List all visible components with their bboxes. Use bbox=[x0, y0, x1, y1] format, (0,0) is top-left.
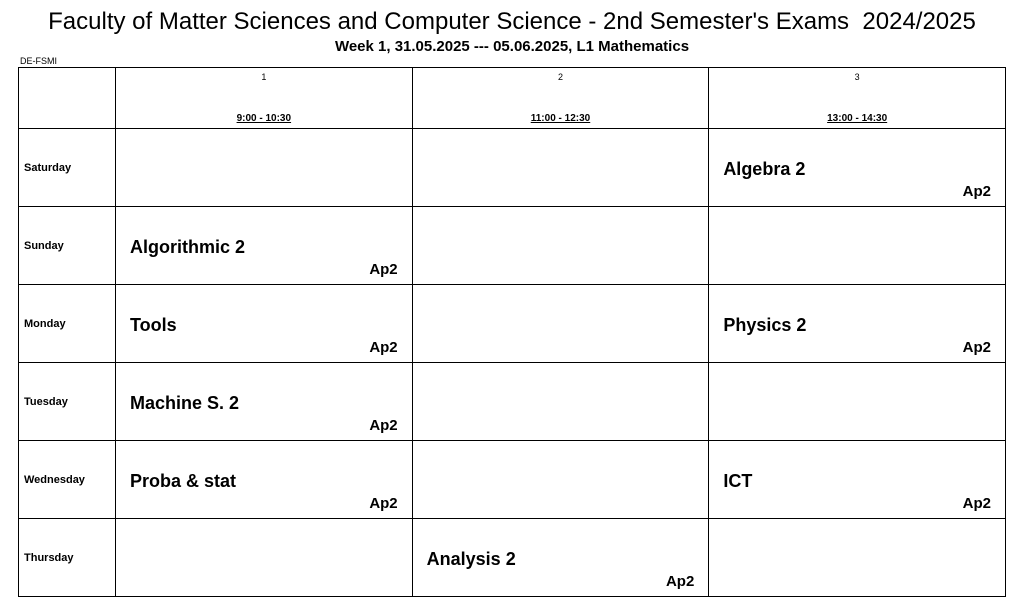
slot-time: 11:00 - 12:30 bbox=[530, 113, 591, 124]
page-title: Faculty of Matter Sciences and Computer Science - 2nd Semester's Exams 2024/2025 bbox=[48, 8, 976, 35]
day-row-monday bbox=[19, 285, 1006, 363]
exam-cell bbox=[412, 441, 709, 519]
exam-room: Ap2 bbox=[369, 417, 398, 434]
exam-room: Ap2 bbox=[962, 183, 991, 200]
exam-cell bbox=[412, 519, 709, 597]
timetable-header-row bbox=[19, 68, 1006, 129]
corner-cell bbox=[19, 68, 116, 129]
exam-room: Ap2 bbox=[369, 495, 398, 512]
exam-cell bbox=[412, 129, 709, 207]
exam-cell bbox=[709, 441, 1006, 519]
exam-room: Ap2 bbox=[962, 339, 991, 356]
exam-room: Ap2 bbox=[369, 261, 398, 278]
exam-name: Algebra 2 bbox=[723, 159, 806, 179]
slot-number: 1 bbox=[261, 72, 267, 82]
exam-timetable bbox=[18, 67, 1006, 597]
exam-name: Proba & stat bbox=[130, 471, 237, 491]
exam-cell bbox=[116, 519, 413, 597]
exam-name: Analysis 2 bbox=[426, 549, 516, 569]
exam-cell bbox=[412, 285, 709, 363]
document-code: DE-FSMI bbox=[20, 56, 57, 66]
exam-name: Machine S. 2 bbox=[130, 393, 240, 413]
exam-room: Ap2 bbox=[369, 339, 398, 356]
exam-cell bbox=[116, 285, 413, 363]
day-row-tuesday bbox=[19, 363, 1006, 441]
day-label: Thursday bbox=[19, 519, 116, 597]
exam-cell bbox=[116, 441, 413, 519]
exam-room: Ap2 bbox=[962, 495, 991, 512]
exam-cell bbox=[709, 285, 1006, 363]
day-row-sunday bbox=[19, 207, 1006, 285]
day-label: Sunday bbox=[19, 207, 116, 285]
exam-name: ICT bbox=[723, 471, 753, 491]
exam-cell bbox=[709, 363, 1006, 441]
exam-name: Algorithmic 2 bbox=[130, 237, 246, 257]
exam-room: Ap2 bbox=[665, 573, 695, 590]
day-label: Tuesday bbox=[19, 363, 116, 441]
slot-header-3 bbox=[709, 68, 1006, 129]
page-subtitle: Week 1, 31.05.2025 --- 05.06.2025, L1 Mathematics bbox=[334, 38, 690, 55]
exam-name: Physics 2 bbox=[723, 315, 807, 335]
day-label: Saturday bbox=[19, 129, 116, 207]
day-row-thursday bbox=[19, 519, 1006, 597]
exam-cell bbox=[412, 207, 709, 285]
exam-cell bbox=[116, 363, 413, 441]
day-row-saturday bbox=[19, 129, 1006, 207]
exam-cell bbox=[116, 207, 413, 285]
day-row-wednesday bbox=[19, 441, 1006, 519]
exam-name: Tools bbox=[130, 315, 177, 335]
exam-cell bbox=[709, 207, 1006, 285]
day-label: Monday bbox=[19, 285, 116, 363]
slot-time: 13:00 - 14:30 bbox=[827, 113, 888, 124]
exam-cell bbox=[116, 129, 413, 207]
exam-cell bbox=[412, 363, 709, 441]
day-label: Wednesday bbox=[19, 441, 116, 519]
slot-number: 2 bbox=[557, 72, 563, 82]
exam-cell bbox=[709, 129, 1006, 207]
slot-header-1 bbox=[116, 68, 413, 129]
slot-header-2 bbox=[412, 68, 709, 129]
slot-time: 9:00 - 10:30 bbox=[236, 113, 292, 124]
exam-cell bbox=[709, 519, 1006, 597]
slot-number: 3 bbox=[854, 72, 860, 82]
